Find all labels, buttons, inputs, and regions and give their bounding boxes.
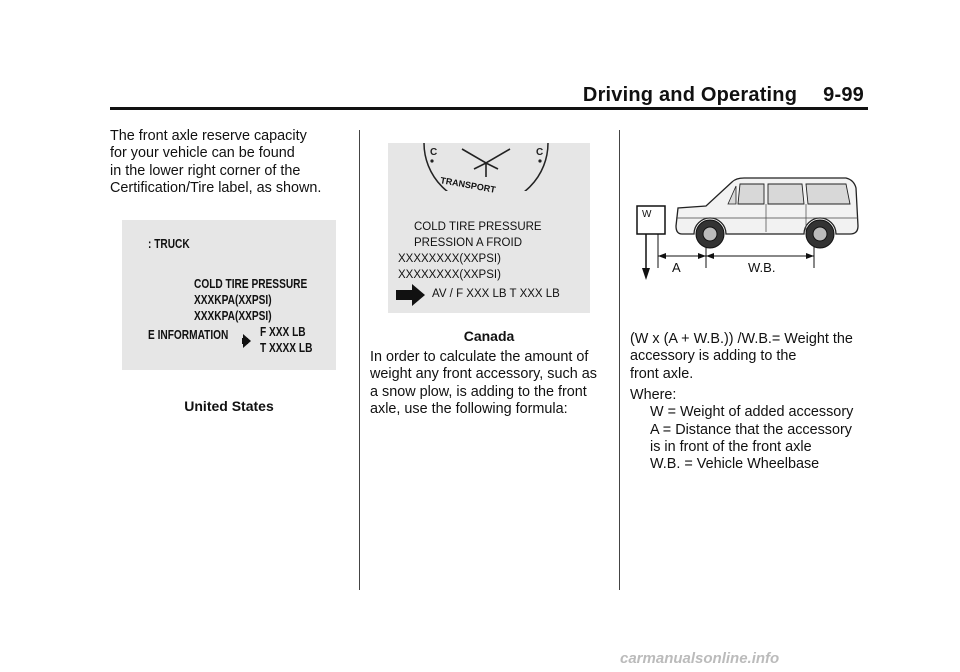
column-divider-left [359, 130, 360, 590]
text-line: Certification/Tire label, as shown. [110, 179, 322, 196]
arrow-icon [396, 284, 426, 306]
label-text: COLD TIRE PRESSURE [194, 276, 308, 291]
page-header [583, 84, 864, 107]
where-label: Where: [630, 387, 677, 403]
diagram-label-w: W [642, 209, 652, 220]
text-line: In order to calculate the amount of [370, 349, 589, 365]
definition-line: W.B. = Vehicle Wheelbase [650, 456, 820, 473]
svg-text:C: C [430, 147, 438, 158]
label-text: XXXXXXXX(XXPSI) [398, 253, 501, 265]
label-text: T XXXX LB [260, 340, 313, 355]
text-line: The front axle reserve capacity [110, 128, 307, 144]
text-line: a snow plow, is adding to the front [370, 383, 587, 400]
text-line: (W x (A + W.B.)) /W.B.= Weight the [630, 331, 853, 347]
where-definitions [630, 387, 853, 473]
us-tire-label-image [122, 220, 336, 370]
caption-united-states: United States [184, 398, 274, 414]
canada-tire-label-image [388, 143, 590, 313]
text-line: axle, use the following formula: [370, 400, 568, 417]
definition-line: is in front of the front axle [650, 438, 812, 455]
text-line: front axle. [630, 365, 694, 382]
section-title: Driving and Operating [582, 84, 798, 106]
label-text: PRESSION A FROID [414, 237, 522, 249]
label-text: XXXKPA(XXPSI) [194, 308, 272, 323]
intro-paragraph [110, 128, 321, 197]
definition-line: W = Weight of added accessory [650, 404, 854, 421]
formula-paragraph [630, 331, 853, 383]
svg-text:C: C [536, 147, 544, 158]
definition-line: A = Distance that the accessory [650, 421, 852, 438]
label-text: E INFORMATION [148, 327, 229, 342]
page-number: 9-99 [823, 84, 864, 106]
text-line: in the lower right corner of the [110, 162, 301, 179]
text-line: for your vehicle can be found [110, 145, 295, 162]
label-text: XXXXXXXX(XXPSI) [398, 269, 501, 281]
caption-canada: Canada [463, 328, 515, 344]
label-text: COLD TIRE PRESSURE [414, 221, 542, 233]
label-text: XXXKPA(XXPSI) [194, 292, 272, 307]
formula-intro-paragraph [370, 349, 597, 418]
diagram-label-wb: W.B. [748, 260, 776, 275]
label-text: F XXX LB [260, 324, 306, 339]
text-line: accessory is adding to the [630, 348, 797, 365]
header-rule [110, 107, 868, 110]
arrow-icon [242, 332, 256, 350]
seal-text: TRANSPORT [439, 175, 497, 195]
label-text: AV / F XXX LB T XXX LB [432, 288, 560, 300]
diagram-label-a: A [672, 260, 681, 275]
accessory-distance-diagram [636, 168, 868, 288]
column-divider-right [619, 130, 620, 590]
text-line: weight any front accessory, such as [370, 366, 597, 383]
watermark: carmanualsonline.info [620, 650, 780, 667]
label-text: : TRUCK [148, 236, 190, 251]
